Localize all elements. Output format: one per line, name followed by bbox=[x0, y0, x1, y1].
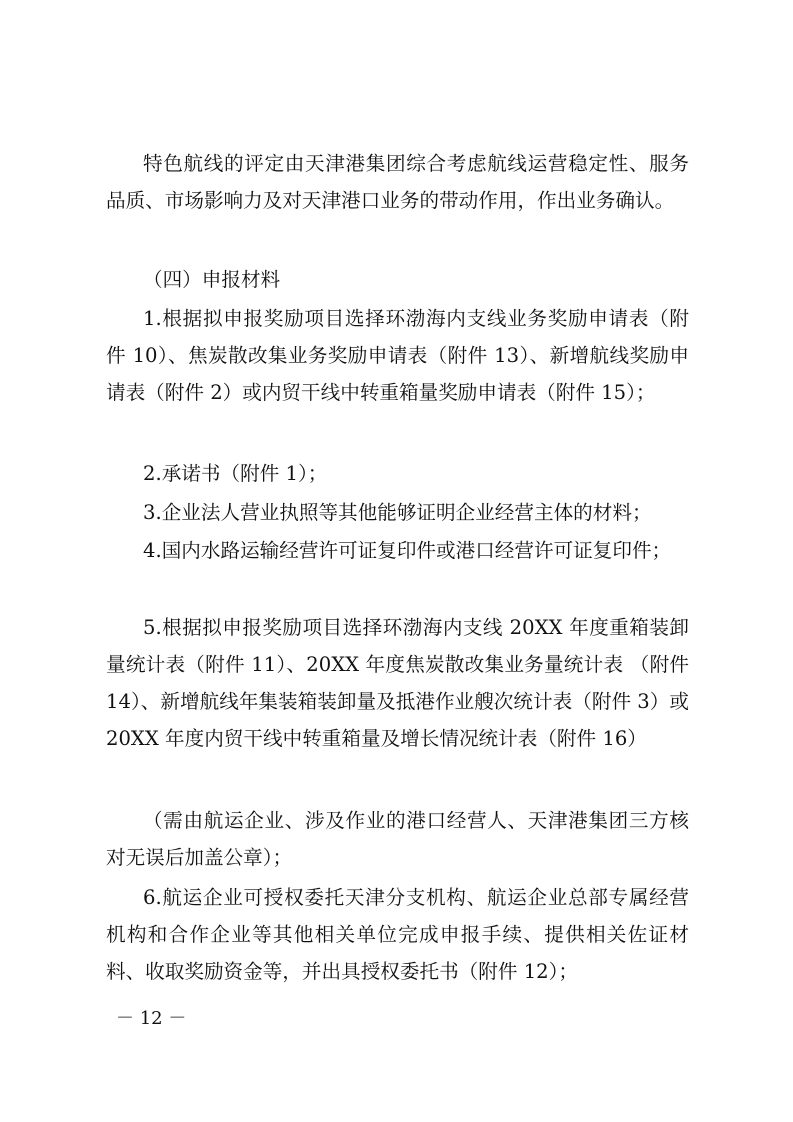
list-item-3: 3.企业法人营业执照等其他能够证明企业经营主体的材料； bbox=[143, 501, 652, 524]
list-item-1: 1.根据拟申报奖励项目选择环渤海内支线业务奖励申请表（附件 10）、焦炭散改集业务奖励申请表（附件 13）、新增航线奖励申请表（附件 2）或内贸干线中转重箱量奖励申请表（附件 15）； bbox=[106, 307, 689, 405]
list-item-5: 5.根据拟申报奖励项目选择环渤海内支线 20XX 年度重箱装卸量统计表（附件 11）、20XX 年度焦炭散改集业务量统计表 （附件 14）、新增航线年集装箱装卸量及抵港作业艘次统计表（附件 3）或 20XX 年度内贸干线中转重箱量及增长情况统计表（附件 16） bbox=[106, 616, 689, 751]
list-item-2: 2.承诺书（附件 1）； bbox=[143, 462, 328, 485]
paragraph-feature-route: 特色航线的评定由天津港集团综合考虑航线运营稳定性、服务品质、市场影响力及对天津港口业务的带动作用，作出业务确认。 bbox=[106, 152, 689, 213]
list-item-5-note: （需由航运企业、涉及作业的港口经营人、天津港集团三方核对无误后加盖公章）； bbox=[106, 809, 689, 870]
list-item-4: 4.国内水路运输经营许可证复印件或港口经营许可证复印件； bbox=[143, 539, 672, 562]
page-number: － 12 － bbox=[116, 1008, 187, 1029]
list-item-6: 6.航运企业可授权委托天津分支机构、航运企业总部专属经营机构和合作企业等其他相关单位完成申报手续、提供相关佐证材料、收取奖励资金等，并出具授权委托书（附件 12）； bbox=[106, 886, 689, 984]
section-heading: （四）申报材料 bbox=[143, 268, 281, 291]
